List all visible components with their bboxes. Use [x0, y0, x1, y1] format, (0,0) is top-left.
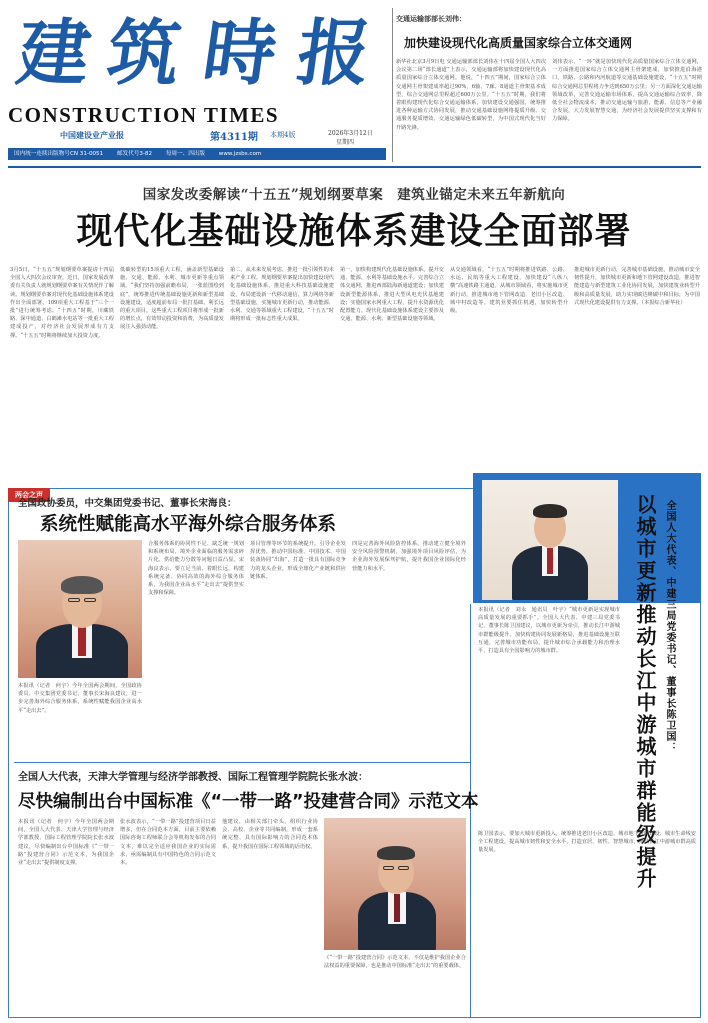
article-c-photo: [324, 818, 466, 950]
article-a-caption: 本报讯（记者 何宇）今年全国两会期间，全国政协委员、中交集团党委书记、董事长宋海良建议，进一步完善海外综合服务体系，系统性赋能我国企业高水平“走出去”。: [18, 683, 142, 714]
lead-col-5: 从交通领域看，“十五五”时期将推进铁路、公路、水运、民航等重大工程建设，加快建设“八纵八横”高速铁路主通道。从城市领域看，将实施城市更新行动，推进城市地下管网改造、老旧小区改造、城中村改造等。建筑业要抓住机遇，加快转型升级。: [450, 267, 568, 315]
publication-line: [60, 128, 390, 148]
top-right-kicker: 交通运输部部长刘伟：: [396, 15, 466, 23]
article-a-photo: [18, 540, 142, 678]
lead-col-1: 3月5日，“十五五”规划纲要草案提请十四届全国人大四次会议审查。近日，国家发展改革委有关负责人就规划纲要草案有关情况作了解读。规划纲要草案对现代化基础设施体系建设作出全面部署。109项重大工程基于“三个一批”进行统筹考虑。“十四五”时期，川藏铁路、深中通道、白鹤滩水电站等一批重大工程建成投产，对经济社会发展形成有力支撑。“十五五”时期将继续加大投资力度。: [10, 267, 114, 339]
lead-col-4: 第一，加快构建现代化基础设施体系，提升交通、能源、水利等基础设施水平。完善综合立体交通网，推进西部陆海新通道建设；加快建设新型能源体系，推进大型风电光伏基地建设；实施国家水网重大工程，提升水资源优化配置能力。现代化基础设施体系建设主要涉及交通、能源、水利、新型基础设施等领域。: [340, 267, 444, 323]
portrait-figure: [324, 818, 466, 950]
publisher: 中国建设业产业报: [60, 130, 124, 140]
article-c-kicker: 全国人大代表，天津大学管理与经济学部教授、国际工程管理学院院长张水波：: [18, 772, 368, 783]
brand-char-1: 建: [12, 10, 97, 95]
article-b-col-2: 陈卫国表示，要加大城市更新投入，统筹推进老旧小区改造、城市地下管网建设、城市生命线安全工程建设，提高城市韧性和安全水平，打造宜居、韧性、智慧城市，推动长江中游城市群高质量发展。: [478, 831, 696, 854]
article-c-caption: 《“一带一路”投建营合同》示范文本，不仅是维护我国企业合法权益的重要保障，也是推动中国标准“走出去”的重要载体。: [324, 955, 466, 970]
brand-char-4: 报: [292, 10, 377, 95]
portrait-figure: [18, 540, 142, 678]
top-right-col-2: 刘伟表示，“一环”就是加快现代化高质量国家综合立体交通网，一方面推进国家综合立体交通网主骨架建成，加快推进沿海港口、铁路、公路和内河航道等交通基础设施建设，“十五五”时期综合交通网总里程将力争达到650万公里；另一方面深化交通运输领域改革，完善交通运输市场体系，提高交通运输综合效率，降低全社会物流成本，推动交通运输与旅游、能源、信息等产业融合发展，大力发展智慧交通，为经济社会发展提供坚实支撑和有力保障。: [552, 59, 702, 123]
lead-col-6: 推进城市更新行动，完善城市基础设施，推动城市安全韧性提升，加快城市更新和地下管网建设改造，推进智能建造与新型建筑工业化协同发展，加快建筑业转型升级和高质量发展，助力实现碳达峰碳中和目标，为中国式现代化建设提供有力支撑。（本报综合新华社）: [574, 267, 700, 306]
article-b-col-1: 本报讯（记者 刘永 通讯员 叶宇）“城市更新是实现城市高质量发展的重要抓手”。全国人大代表、中建三局党委书记、董事长陈卫国建议，以城市更新为牵引，推动长江中游城市群能级提升，加快构建协同发展新格局，推进基础设施互联互通，完善城市功能布局，提升城市综合承载能力和治理水平，打造具有全国影响力的城市群。: [478, 607, 620, 655]
top-right-title: 加快建设现代化高质量国家综合立体交通网: [404, 36, 633, 50]
masthead-rule: [8, 166, 701, 168]
lead-col-3: 第二，从未来发展考虑，推进一批引领性的未来产业工程。规划纲要草案提出加快建设现代化基础设施体系，推进重大科技基础设施建设，布局建设新一代移动通信、算力网络等新型基础设施，实施城市更新行动，推动能源、水利、交通等领域重大工程建设，“十五五”时期将形成一批标志性重大成果。: [230, 267, 334, 323]
section-label: 两会之声: [8, 488, 50, 502]
article-a-col-3: 四是完善海外风险防控体系。推动建立健全境外安全风险预警机制，加强境外项目风险评估，为企业海外发展保驾护航，提升我国企业国际化经营能力和水平。: [352, 541, 466, 572]
brand-english: CONSTRUCTION TIMES: [8, 103, 280, 127]
page-count: 本期4版: [270, 131, 296, 139]
brand-char-2: 筑: [102, 10, 187, 95]
lead-col-2: 低碳转型的15项重大工程，涵盖新型基础设施、交通、能源、水利、城市更新等重点领域。“我们坚持加强前瞻布局，一张蓝图绘到底”，统筹推进传统基础设施更新和新型基础设施建设，适度超前布局一批打基础、利长远的重大项目。这些重大工程项目将形成一批新的增长点，有效带动投资和消费，为高质量发展注入强劲动能。: [120, 267, 224, 331]
brand-char-3: 時: [198, 10, 283, 95]
issue-weekday: 星期四: [336, 139, 355, 146]
article-a-kicker: 全国政协委员，中交集团党委书记、董事长宋海良：: [18, 498, 237, 509]
article-a-title: 系统性赋能高水平海外综合服务体系: [40, 514, 337, 535]
article-c-col-3: 他建议，由相关部门牵头，组织行业协会、高校、企业等共同编制，形成一套系统完整、具有国际影响力的合同范本体系，提升我国在国际工程领域的话语权。: [222, 819, 318, 850]
column-divider: [392, 8, 393, 162]
article-a-col-1: 合服务体系的协同性不足、缺乏统一规划和系统布局，境外企业面临的服务需求碎片化、供给能力分散等问题日益凸显。宋海良表示，要立足当前、着眼长远，构建系统完备、协同高效的海外综合服务体系，为我国企业高水平“走出去”提供坚实支撑和保障。: [148, 541, 244, 597]
info-item: 每周一、四出版: [165, 151, 205, 157]
issue-date: 2026年3月12日: [328, 130, 373, 137]
article-c-col-1: 本报讯（记者 何宇）今年全国两会期间，全国人大代表、天津大学管理与经济学部教授、国际工程管理学院院长张水波建议，尽快编制出台中国标准《“一带一路”投建营合同》示范文本，为我国企业“走出去”提供制度支撑。: [18, 819, 114, 867]
portrait-figure: [482, 480, 618, 600]
article-b-title: 以城市更新推动长江中游城市群能级提升: [633, 494, 657, 890]
info-item: 国内统一连续出版物号CN 31-0051: [14, 151, 104, 157]
issue-number: 第4311期: [210, 132, 258, 143]
article-c-title: 尽快编制出台中国标准《“一带一路”投建营合同》示范文本: [18, 792, 479, 812]
info-item: 邮发代号3-82: [116, 151, 153, 157]
masthead: [0, 0, 390, 160]
top-right-col-1: 新华社北京3月9日电 交通运输部部长刘伟在十四届全国人大四次会议第二场“部长通道”上表示，交通运输部将加快建设现代化高质量国家综合立体交通网。他说，“十四五”期间，国家综合立体交通网主骨架建成率超过90%，6轴、7廊、8通道主骨架基本成型，综合交通网总里程超过600万公里。“十五五”时期，我们将着眼构建现代化综合交通运输体系，加快建设交通强国，统筹推进各种运输方式协同发展，推动交通基础设施网络提质升级、交通服务提质增效、交通运输绿色低碳转型，为中国式现代化当好开路先锋。: [396, 59, 546, 131]
article-divider: [14, 762, 470, 763]
article-c-col-2: 张水波表示，“一带一路”投建营项目日益增多，但在合同范本方面，目前主要依赖国际咨询工程师联合会等机构发布的合同文本，难以完全适应我国企业的实际需求，亟需编制具有中国特色的合同示范文本。: [120, 819, 216, 867]
lead-kicker: 国家发改委解读“十五五”规划纲要草案 建筑业锚定未来五年新航向: [142, 187, 566, 203]
article-a-col-2: 项目管理等环节的系统提升。引导企业发挥优势，推动中国标准、中国技术、中国装备协同“出海”，打造一批具有国际竞争力的龙头企业，形成全球化产业链和供应链体系。: [250, 541, 346, 580]
lead-title: 现代化基础设施体系建设全面部署: [76, 211, 632, 252]
info-item: www.jzsbs.com: [218, 151, 262, 157]
info-strip: [8, 148, 386, 160]
article-b-kicker: 全国人大代表、中建三局党委书记、董事长陈卫国：: [664, 500, 675, 753]
article-b-photo: [482, 480, 618, 600]
